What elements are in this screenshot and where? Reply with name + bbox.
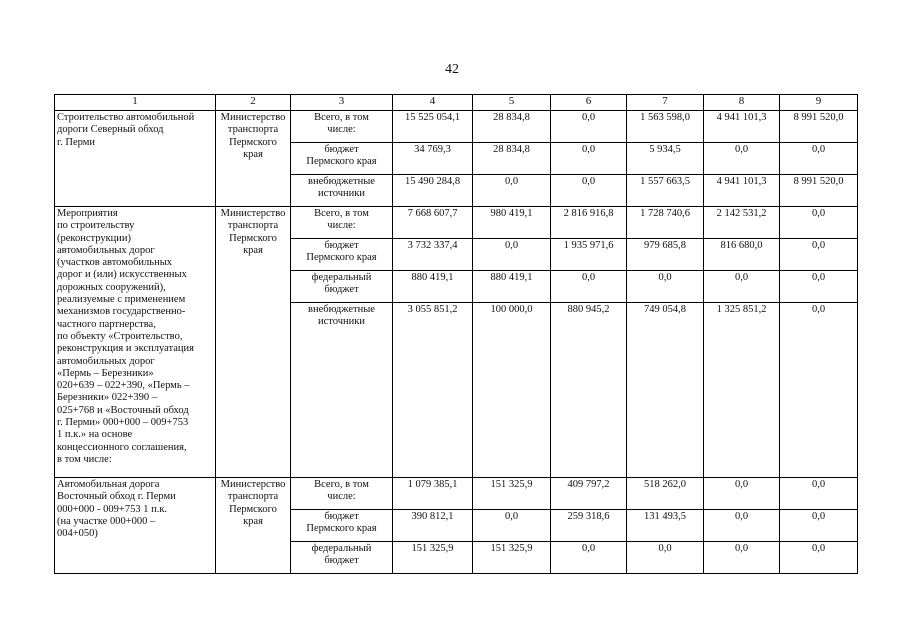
header-cell: 6 (551, 95, 627, 111)
value-cell: 1 325 851,2 (704, 303, 780, 478)
header-cell: 4 (393, 95, 473, 111)
funding-source: бюджет Пермского края (291, 143, 393, 175)
funding-source: федеральный бюджет (291, 271, 393, 303)
value-cell: 518 262,0 (627, 478, 704, 510)
budget-table (54, 94, 858, 574)
value-cell: 151 325,9 (393, 542, 473, 574)
value-cell: 5 934,5 (627, 143, 704, 175)
value-cell: 880 419,1 (473, 271, 551, 303)
value-cell: 4 941 101,3 (704, 111, 780, 143)
value-cell: 0,0 (551, 542, 627, 574)
value-cell: 3 055 851,2 (393, 303, 473, 478)
value-cell: 0,0 (473, 239, 551, 271)
funding-source: Всего, в том числе: (291, 111, 393, 143)
value-cell: 816 680,0 (704, 239, 780, 271)
value-cell: 0,0 (704, 143, 780, 175)
value-cell: 0,0 (551, 271, 627, 303)
value-cell: 3 732 337,4 (393, 239, 473, 271)
executor-name: Министерство транспорта Пермского края (216, 478, 291, 574)
value-cell: 0,0 (780, 143, 858, 175)
page-number: 42 (445, 62, 459, 77)
value-cell: 409 797,2 (551, 478, 627, 510)
value-cell: 8 991 520,0 (780, 175, 858, 207)
header-cell: 7 (627, 95, 704, 111)
funding-source: внебюджетные источники (291, 303, 393, 478)
value-cell: 0,0 (551, 175, 627, 207)
value-cell: 0,0 (780, 542, 858, 574)
value-cell: 880 419,1 (393, 271, 473, 303)
value-cell: 0,0 (780, 478, 858, 510)
value-cell: 15 525 054,1 (393, 111, 473, 143)
value-cell: 390 812,1 (393, 510, 473, 542)
value-cell: 0,0 (473, 510, 551, 542)
header-cell: 1 (55, 95, 216, 111)
value-cell: 0,0 (780, 510, 858, 542)
value-cell: 1 079 385,1 (393, 478, 473, 510)
header-cell: 8 (704, 95, 780, 111)
value-cell: 0,0 (704, 478, 780, 510)
funding-source: бюджет Пермского края (291, 239, 393, 271)
table-row (55, 478, 858, 510)
value-cell: 259 318,6 (551, 510, 627, 542)
header-cell: 5 (473, 95, 551, 111)
value-cell: 2 816 916,8 (551, 207, 627, 239)
value-cell: 28 834,8 (473, 143, 551, 175)
value-cell: 2 142 531,2 (704, 207, 780, 239)
value-cell: 1 557 663,5 (627, 175, 704, 207)
value-cell: 0,0 (473, 175, 551, 207)
value-cell: 0,0 (627, 271, 704, 303)
value-cell: 0,0 (780, 271, 858, 303)
executor-name: Министерство транспорта Пермского края (216, 111, 291, 207)
value-cell: 28 834,8 (473, 111, 551, 143)
value-cell: 0,0 (780, 207, 858, 239)
value-cell: 0,0 (704, 542, 780, 574)
activity-name: Строительство автомобильной дороги Северный обход г. Перми (55, 111, 216, 207)
value-cell: 0,0 (780, 303, 858, 478)
funding-source: Всего, в том числе: (291, 207, 393, 239)
value-cell: 151 325,9 (473, 478, 551, 510)
value-cell: 0,0 (551, 143, 627, 175)
value-cell: 0,0 (627, 542, 704, 574)
funding-source: федеральный бюджет (291, 542, 393, 574)
table-row (55, 111, 858, 143)
value-cell: 34 769,3 (393, 143, 473, 175)
value-cell: 131 493,5 (627, 510, 704, 542)
value-cell: 1 728 740,6 (627, 207, 704, 239)
activity-name: Автомобильная дорога Восточный обход г. Перми 000+000 - 009+753 1 п.к. (на участке 000+000 – 004+050) (55, 478, 216, 574)
value-cell: 1 935 971,6 (551, 239, 627, 271)
value-cell: 4 941 101,3 (704, 175, 780, 207)
value-cell: 0,0 (704, 271, 780, 303)
header-cell: 3 (291, 95, 393, 111)
value-cell: 980 419,1 (473, 207, 551, 239)
funding-source: Всего, в том числе: (291, 478, 393, 510)
value-cell: 979 685,8 (627, 239, 704, 271)
value-cell: 151 325,9 (473, 542, 551, 574)
header-cell: 9 (780, 95, 858, 111)
value-cell: 0,0 (551, 111, 627, 143)
value-cell: 15 490 284,8 (393, 175, 473, 207)
value-cell: 0,0 (780, 239, 858, 271)
activity-name: Мероприятия по строительству (реконструкции) автомобильных дорог (участков автомобильных дорог и (или) искусственных дорожных сооружений), реализуемые с применением механизмов государственно- частного партнерства, по объекту «Строительство, реконструкция и эксплуатация автомобильных дорог «Пермь – Березники» 020+639 – 022+390, «Пермь – Березники» 022+390 – 025+768 и «Восточный обход г. Перми» 000+000 – 009+753 1 п.к.» на основе концессионного соглашения, в том числе: (55, 207, 216, 478)
header-row (55, 95, 858, 111)
value-cell: 749 054,8 (627, 303, 704, 478)
value-cell: 8 991 520,0 (780, 111, 858, 143)
value-cell: 0,0 (704, 510, 780, 542)
value-cell: 1 563 598,0 (627, 111, 704, 143)
table-row (55, 207, 858, 239)
value-cell: 7 668 607,7 (393, 207, 473, 239)
funding-source: внебюджетные источники (291, 175, 393, 207)
executor-name: Министерство транспорта Пермского края (216, 207, 291, 478)
value-cell: 100 000,0 (473, 303, 551, 478)
header-cell: 2 (216, 95, 291, 111)
value-cell: 880 945,2 (551, 303, 627, 478)
funding-source: бюджет Пермского края (291, 510, 393, 542)
